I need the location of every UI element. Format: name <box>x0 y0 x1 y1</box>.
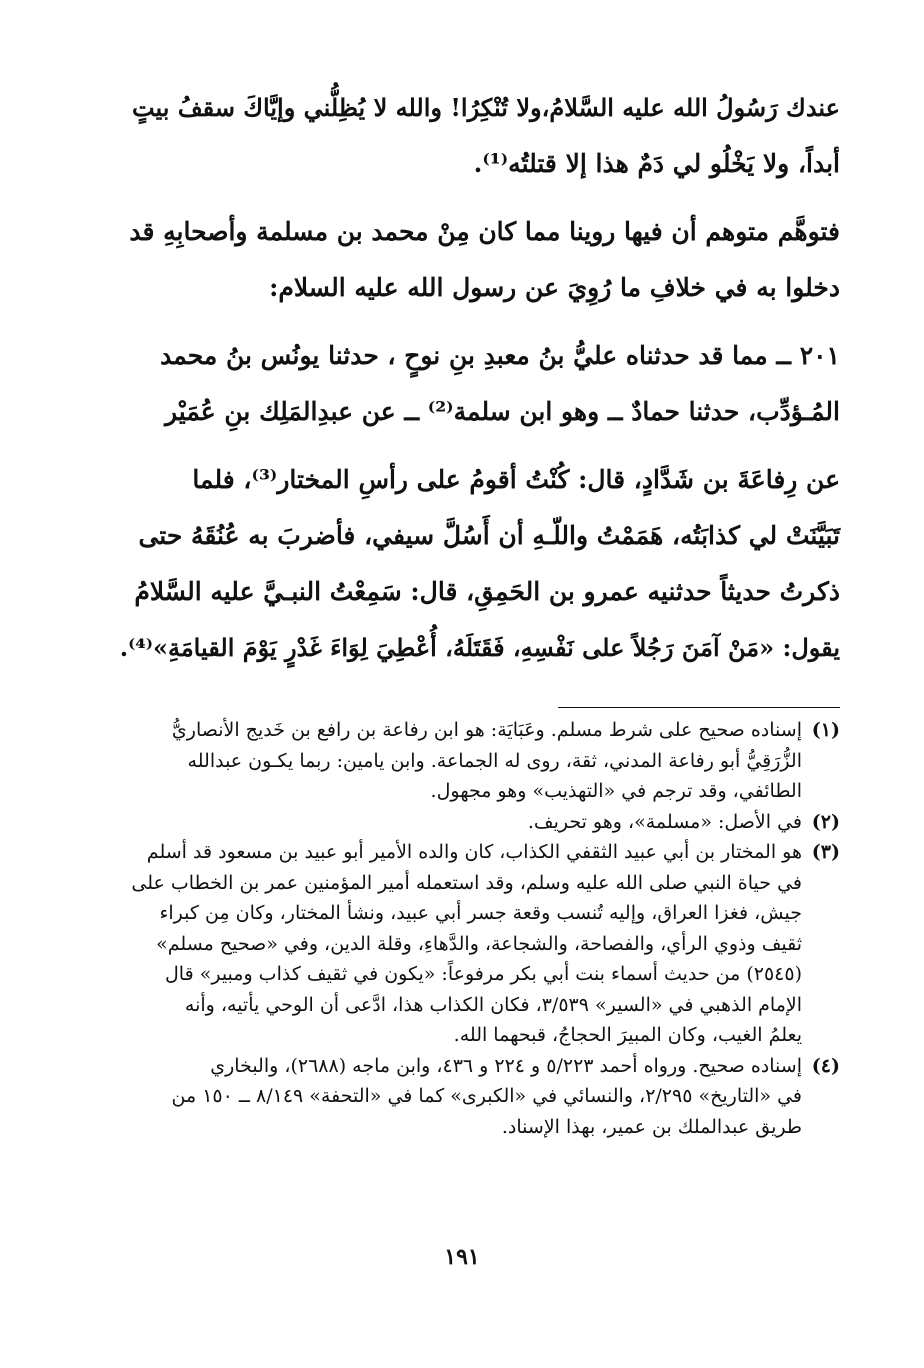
text-line: فتوهَّم متوهم أن فيها روينا مما كان مِنْ محمد بن مسلمة وأصحابِهِ قد <box>129 217 840 246</box>
footnote-text <box>120 807 802 838</box>
paragraph-4 <box>120 452 840 676</box>
footnote-text <box>120 1051 802 1143</box>
page-number: ١٩١ <box>444 1244 480 1270</box>
footnote-number: (١) <box>811 719 840 741</box>
footnote-line: جيش، فغزا العراق، وإليه تُنسب وقعة جسر أبي عبيد، ونشأ المختار، وكان مِن كبراء <box>159 902 802 924</box>
footnote-line: إسناده صحيح. ورواه أحمد ٥/٢٢٣ و ٢٢٤ و ٤٣٦، وابن ماجه (٢٦٨٨)، والبخاري <box>210 1054 802 1077</box>
footnote-line: الزُّرَقِيُّ أبو رفاعة المدني، ثقة، روى له الجماعة. وابن يامين: ربما يكـون عبدالله <box>187 749 802 772</box>
footnotes <box>120 715 840 1142</box>
footnote-2 <box>120 807 840 838</box>
footnote-line: في «التاريخ» ٢/٢٩٥، والنسائي في «الكبرى» كما في «التحفة» ٨/١٤٩ ــ ١٥٠ من <box>171 1085 802 1107</box>
text-line: تَبَيَّنَتْ لي كذابَتُه، هَمَمْتُ واللّـهِ أن أَسُلَّ سيفي، فأضربَ به عُنُقَهُ حتى <box>138 521 840 550</box>
footnote-number: (٣) <box>811 841 840 863</box>
footnote-line: يعلمُ الغيب، وكان المبيرَ الحجاجُ، قبحهما الله. <box>453 1024 802 1046</box>
footnote-line: هو المختار بن أبي عبيد الثقفي الكذاب، كان والده الأمير أبو عبيد بن مسعود قد أسلم <box>146 841 802 863</box>
footnote-line: في حياة النبي صلى الله عليه وسلم، وقد استعمله أمير المؤمنين عمر بن الخطاب على <box>131 871 802 894</box>
footnote-line: طريق عبدالملك بن عمير، بهذا الإسناد. <box>501 1115 802 1138</box>
footnote-4 <box>120 1051 840 1143</box>
footnote-line: في الأصل: «مسلمة»، وهو تحريف. <box>527 810 802 833</box>
main-text <box>120 80 840 676</box>
text-line: المُـؤدِّب، حدثنا حمادٌ ــ وهو ابن سلمة⁽²⁾ ــ عن عبدِالمَلِك بنِ عُمَيْر <box>164 397 840 426</box>
footnote-separator <box>558 707 840 708</box>
footnote-number: (٢) <box>811 810 840 833</box>
footnote-line: إسناده صحيح على شرط مسلم. وعَبَايَة: هو ابن رفاعة بن رافع بن خَديج الأنصاريُّ <box>171 719 802 741</box>
text-line: دخلوا به في خلافِ ما رُوِيَ عن رسول الله عليه السلام: <box>269 273 840 302</box>
text-line: يقول: «مَنْ آمَنَ رَجُلاً على نَفْسِهِ، فَقَتَلَهُ، أُعْطِيَ لِوَاءَ غَدْرٍ يَوْمَ القيامَةِ»⁽⁴⁾. <box>119 633 840 662</box>
text-line: أبداً، ولا يَخْلُو لي دَمٌ هذا إلا قتلتُه⁽¹⁾. <box>473 149 840 178</box>
text-line: عن رِفاعَةَ بن شَدَّادٍ، قال: كُنْتُ أقومُ على رأسِ المختار⁽³⁾، فلما <box>192 465 840 494</box>
footnote-number: (٤) <box>811 1054 840 1077</box>
footnote-line: (٢٥٤٥) من حديث أسماء بنت أبي بكر مرفوعاً: «يكون في ثقيف كذاب ومبير» قال <box>165 963 802 985</box>
text-line: ٢٠١ ــ مما قد حدثناه عليُّ بنُ معبدِ بنِ نوحٍ ، حدثنا يونُس بنُ محمد <box>160 341 840 370</box>
paragraph-1 <box>120 80 840 192</box>
footnote-line: الإمام الذهبي في «السير» ٣/٥٣٩، فكان الكذاب هذا، ادَّعى أن الوحي يأتيه، وأنه <box>184 993 802 1016</box>
footnote-text <box>120 837 802 1051</box>
footnote-1 <box>120 715 840 807</box>
footnote-line: الطائفي، وقد ترجم في «التهذيب» وهو مجهول. <box>430 780 802 802</box>
footnote-text <box>120 715 802 807</box>
footnote-3 <box>120 837 840 1051</box>
paragraph-2 <box>120 204 840 316</box>
text-line: ذكرتُ حديثاً حدثنيه عمرو بن الحَمِقِ، قال: سَمِعْتُ النبـيَّ عليه السَّلامُ <box>134 577 840 606</box>
footnote-line: ثقيف وذوي الرأي، والفصاحة، والشجاعة، والدَّهاءِ، وقلة الدين، وفي «صحيح مسلم» <box>156 932 802 955</box>
text-line: عندك رَسُولُ الله عليه السَّلامُ،ولا تُنْكِرُا! والله لا يُظِلُّني وإيَّاكَ سقفُ بيتٍ <box>131 93 840 122</box>
paragraph-3 <box>120 328 840 440</box>
